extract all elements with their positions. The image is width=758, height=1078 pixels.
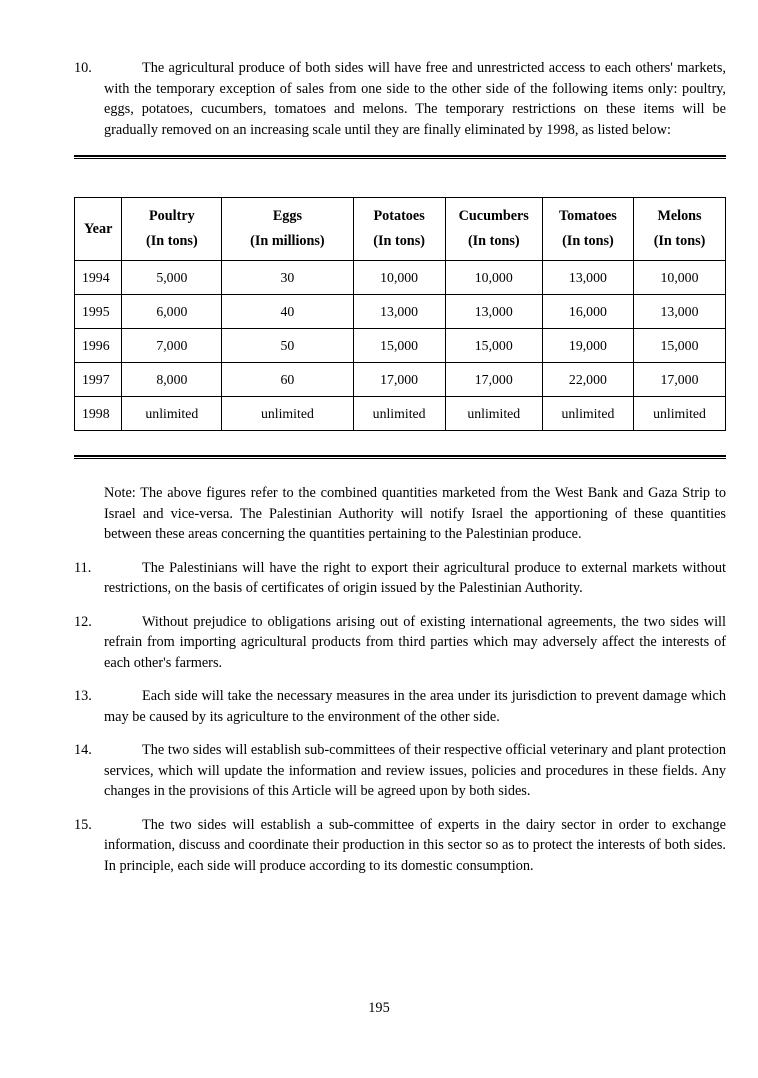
cell-cucumbers: 15,000	[445, 329, 542, 363]
cell-poultry: 6,000	[122, 295, 222, 329]
header-line-1: Poultry	[149, 208, 195, 224]
header-line-2: (In tons)	[562, 233, 614, 249]
table-column-header-year	[75, 198, 122, 261]
cell-potatoes: 10,000	[353, 261, 445, 295]
cell-eggs: 30	[222, 261, 353, 295]
header-line-1: Year	[84, 220, 113, 237]
table-column-header-cucumbers	[445, 198, 542, 261]
horizontal-rule-above-table	[74, 155, 726, 161]
cell-melons: unlimited	[634, 397, 726, 431]
paragraph-number: 11.	[74, 559, 92, 576]
cell-poultry: 7,000	[122, 329, 222, 363]
paragraph-number: 15.	[74, 816, 92, 833]
paragraph-14	[74, 740, 726, 802]
table-row	[75, 295, 726, 329]
note-text: Note: The above figures refer to the combined quantities marketed from the West Bank and Gaza Strip to Israel and vice-versa. The Palestinian Authority will notify Israel the apportioning of these quantities between these areas concerning the quantities pertaining to the Palestinian produce.	[104, 485, 726, 542]
paragraph-12	[74, 612, 726, 674]
cell-poultry: 8,000	[122, 363, 222, 397]
cell-cucumbers: unlimited	[445, 397, 542, 431]
agricultural-quota-table	[74, 197, 726, 431]
paragraph-13	[74, 686, 726, 727]
table-column-header-tomatoes	[542, 198, 633, 261]
cell-eggs: 60	[222, 363, 353, 397]
table-header	[75, 198, 726, 261]
header-line-1: Tomatoes	[559, 208, 617, 224]
paragraph-text: Without prejudice to obligations arising out of existing international agreements, the two sides will refrain from importing agricultural products from third parties which may adversely affect the interests of each other's farmers.	[104, 613, 726, 671]
paragraph-text: Each side will take the necessary measures in the area under its jurisdiction to prevent damage which may be caused by its agriculture to the environment of the other side.	[104, 688, 726, 725]
cell-cucumbers: 10,000	[445, 261, 542, 295]
header-line-1: Eggs	[272, 208, 302, 224]
rule-line-thin	[74, 158, 726, 159]
cell-poultry: unlimited	[122, 397, 222, 431]
page-content	[74, 58, 726, 889]
paragraph-text: The two sides will establish a sub-committee of experts in the dairy sector in order to exchange information, discuss and coordinate their production in this sector so as to protect the interests of both sides. In principle, each side will produce according to its domestic consumption.	[104, 816, 726, 874]
cell-year: 1997	[75, 363, 122, 397]
cell-potatoes: 17,000	[353, 363, 445, 397]
table-column-header-potatoes	[353, 198, 445, 261]
rule-line-thin	[74, 458, 726, 459]
cell-tomatoes: unlimited	[542, 397, 633, 431]
page-number: 195	[368, 1000, 390, 1016]
header-line-1: Potatoes	[373, 208, 425, 224]
spacer	[74, 161, 726, 197]
paragraph-15	[74, 815, 726, 877]
table-column-header-poultry	[122, 198, 222, 261]
cell-potatoes: 15,000	[353, 329, 445, 363]
header-line-1: Cucumbers	[458, 208, 529, 224]
cell-tomatoes: 22,000	[542, 363, 633, 397]
rule-line-thick	[74, 155, 726, 157]
cell-melons: 13,000	[634, 295, 726, 329]
cell-tomatoes: 19,000	[542, 329, 633, 363]
paragraph-10	[74, 58, 726, 140]
paragraph-number: 10.	[74, 60, 92, 76]
horizontal-rule-below-table	[74, 455, 726, 461]
paragraph-number: 12.	[74, 613, 92, 630]
header-line-2: (In tons)	[467, 233, 520, 249]
header-line-2: (In tons)	[146, 233, 198, 249]
cell-eggs: 40	[222, 295, 353, 329]
table-row	[75, 329, 726, 363]
header-line-2: (In millions)	[250, 233, 325, 249]
cell-year: 1994	[75, 261, 122, 295]
paragraph-text: The Palestinians will have the right to export their agricultural produce to external markets without restrictions, on the basis of certificates of origin issued by the Palestinian Authority.	[104, 559, 726, 596]
table-row	[75, 363, 726, 397]
cell-melons: 17,000	[634, 363, 726, 397]
cell-poultry: 5,000	[122, 261, 222, 295]
header-line-2: (In tons)	[653, 233, 706, 249]
cell-year: 1995	[75, 295, 122, 329]
cell-eggs: 50	[222, 329, 353, 363]
table-note	[74, 483, 726, 545]
paragraph-text: The agricultural produce of both sides will have free and unrestricted access to each others' markets, with the temporary exception of sales from one side to the other side of the following items only: poultry, eggs, potatoes, cucumbers, tomatoes and melons. The temporary restrictions on these items will be gradually removed on an increasing scale until they are finally eliminated by 1998, as listed below:	[104, 60, 726, 138]
cell-year: 1996	[75, 329, 122, 363]
cell-cucumbers: 13,000	[445, 295, 542, 329]
cell-potatoes: unlimited	[353, 397, 445, 431]
agricultural-quota-table-block	[74, 197, 726, 431]
paragraph-number: 14.	[74, 742, 92, 758]
spacer	[74, 461, 726, 483]
rule-line-thick	[74, 455, 726, 457]
cell-tomatoes: 16,000	[542, 295, 633, 329]
paragraph-text: The two sides will establish sub-committees of their respective official veterinary and plant protection services, which will update the information and review issues, policies and procedures in these fields. Any changes in the provisions of this Article will be agreed upon by both sides.	[104, 742, 726, 799]
header-line-2: (In tons)	[373, 233, 425, 249]
table-column-header-melons	[634, 198, 726, 261]
header-line-1: Melons	[657, 208, 702, 224]
cell-melons: 15,000	[634, 329, 726, 363]
cell-cucumbers: 17,000	[445, 363, 542, 397]
table-row	[75, 397, 726, 431]
cell-melons: 10,000	[634, 261, 726, 295]
table-column-header-eggs	[222, 198, 353, 261]
cell-year: 1998	[75, 397, 122, 431]
spacer	[74, 431, 726, 455]
cell-tomatoes: 13,000	[542, 261, 633, 295]
paragraph-number: 13.	[74, 688, 92, 704]
table-body	[75, 261, 726, 431]
table-row	[75, 261, 726, 295]
paragraph-11	[74, 558, 726, 599]
cell-eggs: unlimited	[222, 397, 353, 431]
table-header-row	[75, 198, 726, 261]
cell-potatoes: 13,000	[353, 295, 445, 329]
